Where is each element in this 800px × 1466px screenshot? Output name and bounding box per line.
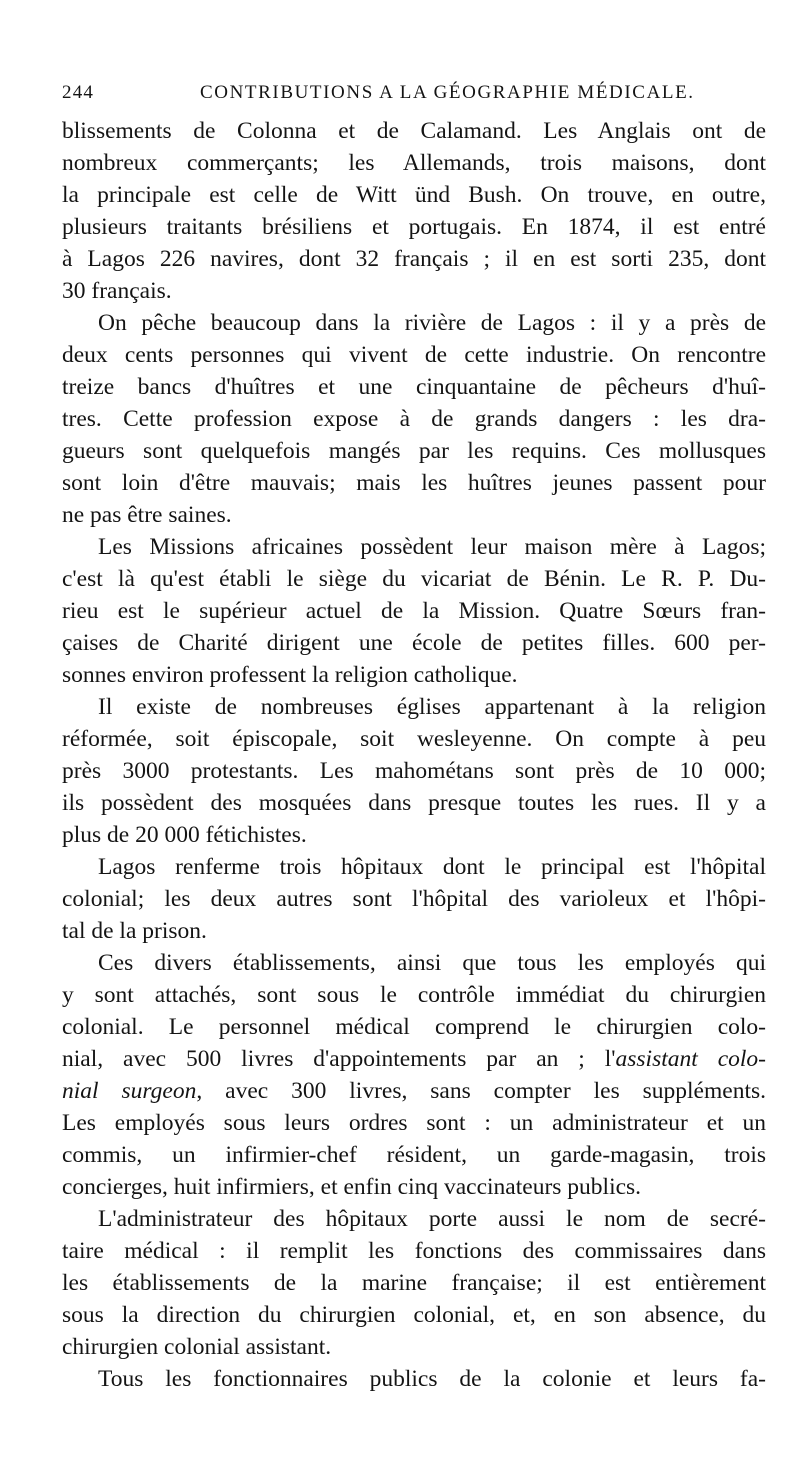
text-line <box>62 627 766 659</box>
text-line <box>62 1075 766 1107</box>
text-line <box>62 1107 766 1139</box>
line-text: deux cents personnes qui vivent de cette industrie. On rencontre <box>62 342 766 368</box>
line-text: les établissements de la marine française; il est entièrement <box>62 1270 766 1296</box>
line-text: rieu est le supérieur actuel de la Mission. Quatre Sœurs fran- <box>62 598 766 624</box>
text-line <box>62 1267 766 1299</box>
line-text: treize bancs d'huîtres et une cinquantaine de pêcheurs d'huî- <box>62 374 766 400</box>
line-text: nombreux commerçants; les Allemands, trois maisons, dont <box>62 150 766 176</box>
text-line <box>62 339 766 371</box>
text-line <box>62 115 766 147</box>
text-line <box>62 691 766 723</box>
text-line <box>62 499 766 531</box>
line-text: réformée, soit épiscopale, soit wesleyenne. On compte à peu <box>62 726 766 752</box>
text-line <box>62 595 766 627</box>
text-line <box>62 243 766 275</box>
text-line <box>62 531 766 563</box>
line-text: à Lagos 226 navires, dont 32 français ; il en est sorti 235, dont <box>62 246 766 272</box>
text-line <box>62 1011 766 1043</box>
text-line <box>62 979 766 1011</box>
line-text: colonial. Le personnel médical comprend le chirurgien colo- <box>62 1014 766 1040</box>
text-line <box>62 307 766 339</box>
line-text: Les Missions africaines possèdent leur maison mère à Lagos; <box>98 534 766 560</box>
line-text: plusieurs traitants brésiliens et portugais. En 1874, il est entré <box>62 214 766 240</box>
text-line <box>62 1299 766 1331</box>
text-line <box>62 755 766 787</box>
line-text: sous la direction du chirurgien colonial, et, en son absence, du <box>62 1302 766 1328</box>
text-line <box>62 1363 766 1395</box>
line-text: c'est là qu'est établi le siège du vicariat de Bénin. Le R. P. Du- <box>62 566 766 592</box>
text-line <box>62 467 766 499</box>
line-text: , avec 300 livres, sans compter les suppléments. <box>196 1078 766 1104</box>
line-text: Les employés sous leurs ordres sont : un administrateur et un <box>62 1110 766 1136</box>
text-line <box>62 275 766 307</box>
line-text: blissements de Colonna et de Calamand. Les Anglais ont de <box>62 118 766 144</box>
italic-phrase: nial surgeon <box>62 1078 197 1104</box>
line-text: 30 français. <box>62 278 172 304</box>
line-text: près 3000 protestants. Les mahométans sont près de 10 000; <box>62 758 766 784</box>
line-text: sont loin d'être mauvais; mais les huîtres jeunes passent pour <box>62 470 766 496</box>
line-text: y sont attachés, sont sous le contrôle immédiat du chirurgien <box>62 982 766 1008</box>
line-text: concierges, huit infirmiers, et enfin cinq vaccinateurs publics. <box>62 1174 642 1200</box>
text-line <box>62 211 766 243</box>
line-text: Ces divers établissements, ainsi que tous les employés qui <box>98 950 766 976</box>
line-text: Il existe de nombreuses églises appartenant à la religion <box>98 694 766 720</box>
text-line <box>62 435 766 467</box>
line-text: sonnes environ professent la religion catholique. <box>62 662 518 688</box>
line-text: tal de la prison. <box>62 918 207 944</box>
line-text: taire médical : il remplit les fonctions des commissaires dans <box>62 1238 766 1264</box>
page-number: 244 <box>62 82 95 103</box>
line-text: On pêche beaucoup dans la rivière de Lagos : il y a près de <box>98 310 766 336</box>
line-text: gueurs sont quelquefois mangés par les requins. Ces mollusques <box>62 438 766 464</box>
body-text <box>62 115 766 1395</box>
text-line <box>62 1235 766 1267</box>
line-text: chirurgien colonial assistant. <box>62 1334 332 1360</box>
line-text: ils possèdent des mosquées dans presque toutes les rues. Il y a <box>62 790 766 816</box>
text-line <box>62 1171 766 1203</box>
text-line <box>62 851 766 883</box>
running-title: CONTRIBUTIONS A LA GÉOGRAPHIE MÉDICALE. <box>200 82 695 103</box>
text-line <box>62 915 766 947</box>
line-text: L'administrateur des hôpitaux porte aussi le nom de secré- <box>98 1206 766 1232</box>
line-text: commis, un infirmier-chef résident, un garde-magasin, trois <box>62 1142 766 1168</box>
line-text: colonial; les deux autres sont l'hôpital des varioleux et l'hôpi- <box>62 886 766 912</box>
line-text: plus de 20 000 fétichistes. <box>62 822 307 848</box>
text-line <box>62 147 766 179</box>
line-text: tres. Cette profession expose à de grands dangers : les dra- <box>62 406 766 432</box>
running-header <box>62 82 766 112</box>
text-line <box>62 1203 766 1235</box>
line-text: Tous les fonctionnaires publics de la colonie et leurs fa- <box>98 1366 766 1392</box>
line-text: çaises de Charité dirigent une école de petites filles. 600 per- <box>62 630 766 656</box>
line-text: nial, avec 500 livres d'appointements par an ; l' <box>62 1046 616 1072</box>
text-line <box>62 403 766 435</box>
text-line <box>62 659 766 691</box>
text-line <box>62 563 766 595</box>
text-line <box>62 1139 766 1171</box>
text-line <box>62 883 766 915</box>
line-text: Lagos renferme trois hôpitaux dont le principal est l'hôpital <box>98 854 766 880</box>
text-line <box>62 787 766 819</box>
line-text: la principale est celle de Witt ünd Bush. On trouve, en outre, <box>62 182 766 208</box>
text-line <box>62 371 766 403</box>
text-line <box>62 723 766 755</box>
italic-phrase: assistant colo- <box>615 1046 766 1072</box>
text-line <box>62 179 766 211</box>
line-text: ne pas être saines. <box>62 502 232 528</box>
text-line <box>62 1331 766 1363</box>
text-line <box>62 947 766 979</box>
text-line <box>62 819 766 851</box>
text-line <box>62 1043 766 1075</box>
